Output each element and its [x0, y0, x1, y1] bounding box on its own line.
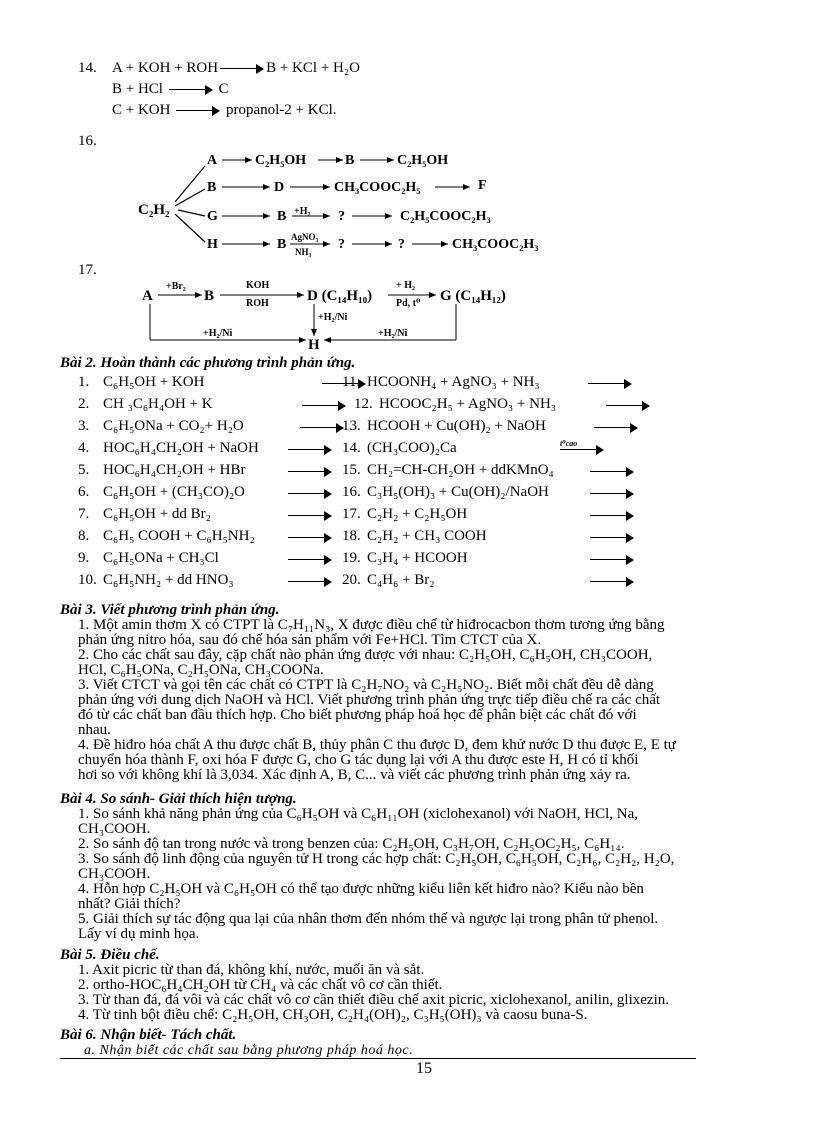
list-item: chuyển hóa thành F, oxi hóa F được G, cho G tác dụng lại với A thu được este H, H có tỉ khối — [78, 752, 639, 768]
q17-diagram — [138, 274, 538, 350]
q16-r3-h2: +H₂ — [294, 206, 311, 217]
bai2-right-list — [342, 374, 578, 594]
q16-r3-b: B — [277, 209, 287, 224]
right-arrow-icon — [588, 379, 632, 389]
list-item: 3. C₆H₅ONa + CO₂+ H₂O — [78, 418, 259, 440]
q17-roh: ROH — [246, 298, 269, 309]
q14-l3-lhs: C + KOH — [112, 102, 171, 118]
q16-r4-q2: ? — [398, 237, 405, 252]
list-item: 2. CH ₃C₆H₄OH + K — [78, 396, 259, 418]
list-item: 5. Giải thích sự tác động qua lại của nhân thơm đến nhóm thế và ngược lại trong phân tử phenol. — [78, 911, 659, 927]
q16-r4-h: H — [207, 237, 218, 252]
right-arrow-icon — [220, 64, 264, 74]
list-item: Lấy ví dụ minh họa. — [78, 926, 200, 942]
right-arrow-icon — [288, 489, 332, 499]
list-item: 3. Viết CTCT và gọi tên các chất có CTPT là C₂H₇NO₂ và C₂H₅NO₂. Biết mỗi chất đều dễ dàng — [78, 677, 654, 693]
q16-r2-f: F — [478, 178, 487, 193]
list-item: 16. C₃H₅(OH)₃ + Cu(OH)₂/NaOH — [342, 484, 556, 506]
footer-divider — [60, 1058, 696, 1059]
right-arrow-icon — [560, 445, 604, 455]
q16-r2-ester: CH₃COOC₂H₅ — [334, 180, 421, 195]
q17-h2: + H₂ — [396, 280, 415, 291]
q16-r4-agno3: AgNO₃ — [291, 232, 319, 242]
list-item: 1. So sánh khả năng phản ứng của C₆H₅OH và C₆H₁₁OH (xiclohexanol) với NaOH, HCl, Na, — [78, 806, 639, 822]
right-arrow-icon — [288, 511, 332, 521]
list-item: 1. Một amin thơm X có CTPT là C₇H₁₁N₃, X được điều chế từ hiđrocacbon thơm tương ứng bằng — [78, 617, 665, 633]
list-item: 13. HCOOH + Cu(OH)₂ + NaOH — [342, 418, 556, 440]
q16-diagram — [130, 142, 570, 257]
right-arrow-icon — [300, 423, 344, 433]
page-number: 15 — [416, 1060, 432, 1077]
list-item: 4. HOC₆H₄CH₂OH + NaOH — [78, 440, 259, 462]
bai5-list — [78, 963, 669, 1023]
right-arrow-icon — [288, 533, 332, 543]
q16-c2h2: C₂H₂ — [138, 202, 170, 218]
q17-a: A — [142, 288, 153, 304]
bai4-list — [78, 807, 674, 942]
q14-number: 14. — [78, 60, 97, 76]
right-arrow-icon — [288, 555, 332, 565]
list-item: phản ứng với dung dịch NaOH và HCl. Viết phương trình phản ứng trực tiếp điều chế ra các chất — [78, 692, 661, 708]
q14-line-3 — [112, 102, 337, 119]
list-item: 8. C₆H₅ COOH + C₆H₅NH₂ — [78, 528, 259, 550]
list-item: 2. ortho-HOC₆H₄CH₂OH từ CH₄ và các chất vô cơ cần thiết. — [78, 977, 443, 993]
list-item: 2. So sánh độ tan trong nước và trong benzen của: C₂H₅OH, C₃H₇OH, C₂H₅OC₂H₅, C₆H₁₄. — [78, 836, 625, 852]
bai2-title: Bài 2. Hoàn thành các phương trình phản ứng. — [60, 355, 356, 371]
q16-r1-b: B — [345, 153, 355, 168]
list-item: phản ứng nitro hóa, sau đó chế hóa sản phẩm với Fe+HCl. Tìm CTCT của X. — [78, 632, 542, 648]
list-item: HCl, C₆H₅ONa, C₂H₅ONa, CH₃COONa. — [78, 662, 324, 678]
q14-l1-lhs: A + KOH + ROH — [112, 60, 219, 76]
list-item: 7. C₆H₅OH + dd Br₂ — [78, 506, 259, 528]
list-item: đó từ các chất ban đầu thích hợp. Cho biết phương pháp hoá học để phân biệt các chất đó với — [78, 707, 637, 723]
right-arrow-icon — [176, 106, 220, 116]
q14-l3-rhs: propanol-2 + KCl. — [225, 102, 337, 118]
q17-g: G (C₁₄H₁₂) — [440, 288, 506, 304]
list-item: 3. Từ than đá, đá vôi và các chất vô cơ cần thiết điều chế axit picric, xiclohexanol, anilin, glixezin. — [78, 992, 669, 1008]
q16-r2-d: D — [274, 180, 285, 195]
list-item: 20. C₄H₆ + Br₂ — [342, 572, 556, 594]
q16-r4-q1: ? — [338, 237, 345, 252]
q17-koh: KOH — [246, 280, 270, 291]
list-item: 4. Hỗn hợp C₂H₅OH và C₆H₅OH có thể tạo được những kiểu liên kết hiđro nào? Kiểu nào bền — [78, 881, 644, 897]
right-arrow-icon — [594, 423, 638, 433]
q16-r1-a: A — [207, 153, 218, 168]
q16-r4-b: B — [277, 237, 287, 252]
q16-r4-nh3: NH₃ — [295, 247, 312, 257]
right-arrow-icon — [590, 577, 634, 587]
q16-r3-q: ? — [338, 209, 345, 224]
q16-r3-ester: C₂H₅COOC₂H₃ — [400, 209, 491, 224]
list-item: 9. C₆H₅ONa + CH₃Cl — [78, 550, 259, 572]
bai5-title: Bài 5. Điều chế. — [60, 947, 160, 963]
right-arrow-icon — [590, 511, 634, 521]
q17-h2ni-1: +H₂/Ni — [203, 328, 233, 339]
list-item: CH₃COOH. — [78, 821, 151, 837]
q17-h: H — [308, 337, 320, 350]
right-arrow-icon — [590, 489, 634, 499]
right-arrow-icon — [288, 467, 332, 477]
right-arrow-icon — [590, 467, 634, 477]
bai6-title: Bài 6. Nhận biết- Tách chất. — [60, 1027, 237, 1043]
q17-number: 17. — [78, 262, 97, 278]
right-arrow-icon — [590, 555, 634, 565]
q16-r4-ester: CH₃COOC₂H₃ — [452, 237, 539, 252]
bai4-title: Bài 4. So sánh- Giải thích hiện tượng. — [60, 791, 297, 807]
q16-r2-b: B — [207, 180, 217, 195]
bai2-left-list — [78, 374, 259, 594]
list-item: 18. C₂H₂ + CH₃ COOH — [342, 528, 556, 550]
right-arrow-icon — [288, 445, 332, 455]
q14-l1-rhs: B + KCl + H₂O — [266, 60, 360, 76]
q14-l2-lhs: B + HCl — [112, 81, 163, 97]
list-item: 5. HOC₆H₄CH₂OH + HBr — [78, 462, 259, 484]
list-item: 15. CH₂=CH-CH₂OH + ddKMnO₄ — [342, 462, 556, 484]
list-item: 12. HCOOC₂H₅ + AgNO₃ + NH₃ — [342, 396, 556, 418]
list-item: 4. Từ tinh bột điều chế: C₂H₅OH, CH₃OH, C₂H₄(OH)₂, C₃H₅(OH)₃ và caosu buna-S. — [78, 1007, 588, 1023]
list-item: nhau. — [78, 722, 111, 738]
right-arrow-icon — [606, 401, 650, 411]
q17-h2ni-2: +H₂/Ni — [318, 312, 348, 323]
right-arrow-icon — [302, 401, 346, 411]
bai6-subtitle: a. Nhận biết các chất sau bằng phương pháp hoá học. — [84, 1043, 414, 1058]
q16-r1-c2h5oh: C₂H₅OH — [255, 153, 307, 168]
q16-r3-g: G — [207, 209, 218, 224]
list-item: 1. C₆H₅OH + KOH — [78, 374, 259, 396]
q17-pd: Pd, t⁰ — [396, 298, 421, 309]
right-arrow-icon — [288, 577, 332, 587]
q14-line-2 — [112, 81, 229, 98]
list-item: nhất? Giải thích? — [78, 896, 181, 912]
q17-h2ni-3: +H₂/Ni — [378, 328, 408, 339]
list-item: 2. Cho các chất sau đây, cặp chất nào phản ứng được với nhau: C₂H₅OH, C₆H₅OH, CH₃COOH, — [78, 647, 653, 663]
right-arrow-icon — [169, 85, 213, 95]
list-item: 11. HCOONH₄ + AgNO₃ + NH₃ — [342, 374, 556, 396]
right-arrow-icon — [590, 533, 634, 543]
list-item: 6. C₆H₅OH + (CH₃CO)₂O — [78, 484, 259, 506]
q14-line-1 — [112, 60, 360, 77]
q16-number: 16. — [78, 133, 97, 149]
t-cao-label: t⁰cao — [560, 439, 578, 448]
list-item: 1. Axit picric từ than đá, không khí, nước, muối ăn và sắt. — [78, 962, 425, 978]
q17-d: D (C₁₄H₁₀) — [307, 288, 373, 304]
q16-r1-c2h5oh-2: C₂H₅OH — [397, 153, 449, 168]
list-item: 10. C₆H₅NH₂ + dd HNO₃ — [78, 572, 259, 594]
q14-l2-rhs: C — [218, 81, 229, 97]
list-item: 14. (CH₃COO)₂Ca t⁰cao — [342, 440, 556, 462]
list-item: hơi so với không khí là 3,034. Xác định A, B, C... và viết các phương trình phản ứng xảy ra. — [78, 767, 631, 783]
list-item: 4. Đề hiđro hóa chất A thu được chất B, thủy phân C thu được D, đem khử nước D thu được E, E tự — [78, 737, 676, 753]
list-item: 17. C₂H₂ + C₂H₅OH — [342, 506, 556, 528]
q17-br2: +Br₂ — [166, 281, 186, 292]
list-item: 3. So sánh độ linh động của nguyên tử H trong các hợp chất: C₂H₅OH, C₆H₅OH, C₂H₆, C₂H₂, H₂O, — [78, 851, 675, 867]
q17-b: B — [204, 288, 215, 304]
list-item: CH₃COOH. — [78, 866, 151, 882]
bai3-title: Bài 3. Viết phương trình phản ứng. — [60, 602, 280, 618]
list-item: 19. C₃H₄ + HCOOH — [342, 550, 556, 572]
bai3-list — [78, 618, 676, 783]
